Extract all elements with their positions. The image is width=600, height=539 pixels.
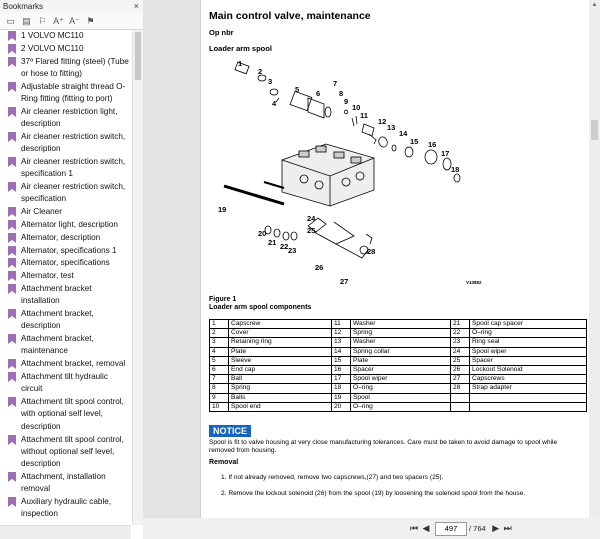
svg-text:20: 20: [258, 229, 267, 238]
bookmark-label: Attachment bracket installation: [21, 283, 92, 306]
table-cell: Spool: [351, 393, 451, 402]
table-row: [210, 329, 587, 338]
table-cell: Spool wiper: [470, 347, 587, 356]
collapse-icon[interactable]: ▭: [6, 15, 15, 26]
expand-icon[interactable]: ▤: [22, 15, 31, 26]
bookmark-label: Attachment tilt spool control, with optional self level, description: [21, 397, 124, 431]
bookmark-flag-icon: [8, 246, 16, 256]
svg-text:17: 17: [441, 149, 450, 158]
page-title: Main control valve, maintenance: [209, 10, 371, 22]
table-cell: Balls: [229, 393, 332, 402]
table-cell: 15: [332, 356, 351, 365]
table-cell: Spring collar: [351, 347, 451, 356]
bookmark-item[interactable]: [0, 219, 131, 231]
bookmark-label: 1 VOLVO MC110: [21, 31, 84, 40]
bookmark-label: Air Cleaner: [21, 207, 62, 217]
status-bar: [143, 518, 600, 539]
bookmark-flag-icon: [8, 182, 16, 192]
table-cell: 4: [210, 347, 229, 356]
table-cell: [470, 402, 587, 411]
table-cell: Washer: [351, 338, 451, 347]
svg-text:28: 28: [367, 247, 376, 256]
bookmark-flag-icon: [8, 207, 16, 217]
removal-step-2: 2. Remove the lockout solenoid (26) from the spool (19) by loosening the solenoid spool from the house.: [221, 490, 526, 497]
close-panel-icon[interactable]: ×: [133, 1, 139, 11]
bookmark-label: 2 VOLVO MC110: [21, 43, 84, 53]
table-cell: 16: [332, 365, 351, 374]
svg-text:1: 1: [238, 59, 243, 68]
table-cell: 18: [332, 384, 351, 393]
svg-text:14: 14: [399, 129, 408, 138]
svg-text:4: 4: [272, 99, 277, 108]
svg-text:26: 26: [315, 263, 324, 272]
bookmark-item[interactable]: [0, 232, 131, 244]
svg-text:21: 21: [268, 238, 277, 247]
svg-text:8: 8: [339, 89, 344, 98]
table-cell: Cover: [229, 329, 332, 338]
table-cell: Spool end: [229, 402, 332, 411]
svg-text:5: 5: [295, 85, 300, 94]
table-cell: 13: [332, 338, 351, 347]
page-scroll-thumb[interactable]: [591, 120, 598, 140]
scroll-up-icon[interactable]: ▲: [591, 2, 598, 8]
bookmark-label: Alternator, specifications 1: [21, 245, 117, 255]
table-cell: O–ring: [351, 402, 451, 411]
svg-text:6: 6: [316, 89, 321, 98]
bookmark-label: Attachment bracket, removal: [21, 359, 126, 369]
bookmark-label: Alternator light, description: [21, 219, 118, 229]
table-cell: Spring: [229, 384, 332, 393]
table-cell: O–ring: [470, 329, 587, 338]
bookmark-flag-icon: [8, 132, 16, 142]
page-total: / 764: [469, 524, 486, 533]
exploded-view-diagram: [204, 54, 490, 290]
bookmark-label: Attachment bracket, description: [21, 309, 94, 331]
table-cell: 21: [451, 320, 470, 329]
bookmark-label: Attachment, installation removal: [21, 471, 106, 494]
svg-text:2: 2: [258, 67, 263, 76]
bookmark-flag-icon: [8, 107, 16, 117]
table-row: [210, 384, 587, 393]
notice-text: Spool is fit to valve housing at very close manufacturing tolerances. Care must be taken to avoid damage to spool while removed from housing.: [209, 439, 558, 455]
section-heading: Loader arm spool: [209, 44, 272, 53]
svg-text:18: 18: [451, 165, 460, 174]
last-page-icon[interactable]: ⏭: [503, 523, 512, 533]
table-cell: 11: [332, 320, 351, 329]
svg-text:25: 25: [307, 226, 316, 235]
table-cell: [451, 402, 470, 411]
bookmark-flag-icon: [8, 497, 16, 507]
bookmark-label: Adjustable straight thread O-Ring fitting (fitting to port): [21, 81, 126, 103]
notice-badge: NOTICE: [209, 425, 251, 437]
table-cell: 2: [210, 329, 229, 338]
figure-caption: [209, 296, 311, 312]
bookmark-item[interactable]: [0, 81, 131, 106]
table-row: [210, 375, 587, 384]
table-row: [210, 356, 587, 365]
table-cell: 27: [451, 375, 470, 384]
bookmark-item[interactable]: [0, 106, 131, 131]
table-row: [210, 347, 587, 356]
parts-table: [209, 319, 587, 412]
bookmark-flag-icon: [8, 157, 16, 167]
bookmark-item[interactable]: [0, 396, 131, 433]
removal-step-1: 1. If not already removed, remove two capscrews,(27) and two spacers (25).: [221, 474, 444, 481]
table-cell: 7: [210, 375, 229, 384]
table-cell: Strap adapter: [470, 384, 587, 393]
bookmark-add-icon[interactable]: ⚑: [86, 15, 95, 26]
svg-text:24: 24: [307, 214, 316, 223]
document-page: [200, 0, 590, 518]
svg-text:15: 15: [410, 137, 419, 146]
bookmark-label: Air cleaner restriction switch, specification: [21, 182, 126, 204]
svg-text:12: 12: [378, 117, 387, 126]
bookmark-item[interactable]: [0, 206, 131, 218]
svg-text:10: 10: [352, 103, 361, 112]
bookmark-flag-icon: [8, 397, 16, 407]
bookmark-label: Air cleaner restriction switch, description: [21, 131, 126, 154]
bookmark-flag-icon: [8, 258, 16, 268]
table-cell: O–ring: [351, 384, 451, 393]
table-cell: 24: [451, 347, 470, 356]
svg-text:9: 9: [344, 97, 349, 106]
svg-text:7: 7: [333, 79, 338, 88]
bookmarks-toolbar: [0, 13, 143, 30]
bookmark-flag-icon: [8, 44, 16, 54]
bookmark-label: Air cleaner restriction switch, specification 1: [21, 156, 126, 179]
table-cell: 3: [210, 338, 229, 347]
bookmark-scrollbar[interactable]: [132, 30, 143, 525]
table-cell: Ball: [229, 375, 332, 384]
bookmark-label: Attachment bracket, maintenance: [21, 334, 94, 356]
table-cell: Spool wiper: [351, 375, 451, 384]
page-number-input[interactable]: 497: [435, 522, 467, 536]
bookmark-flag-icon: [8, 372, 16, 382]
bookmark-label: Alternator, test: [21, 271, 74, 281]
table-cell: Sleeve: [229, 356, 332, 365]
table-cell: Spool cap spacer: [470, 320, 587, 329]
table-cell: 17: [332, 375, 351, 384]
figure-number: Figure 1: [209, 296, 237, 303]
table-cell: 9: [210, 393, 229, 402]
bookmark-item[interactable]: [0, 43, 131, 55]
svg-text:27: 27: [340, 277, 349, 286]
table-cell: 10: [210, 402, 229, 411]
next-page-icon[interactable]: ▶: [492, 523, 500, 533]
table-cell: Plate: [351, 356, 451, 365]
bookmark-flag-icon: [8, 271, 16, 281]
bookmark-flag-icon: [8, 359, 16, 369]
svg-text:11: 11: [360, 111, 368, 120]
bookmark-flag-icon: [8, 57, 16, 67]
bookmark-scroll-thumb[interactable]: [135, 32, 141, 80]
bookmark-options-icon[interactable]: ⚐: [38, 15, 47, 26]
table-cell: 5: [210, 356, 229, 365]
bookmark-item[interactable]: [0, 434, 131, 471]
bookmark-item[interactable]: [0, 56, 131, 81]
bookmark-hscrollbar[interactable]: [0, 525, 131, 539]
table-cell: 6: [210, 365, 229, 374]
table-cell: 25: [451, 356, 470, 365]
bookmark-label: Alternator, description: [21, 232, 101, 242]
bookmark-flag-icon: [8, 334, 16, 344]
first-page-icon[interactable]: ⏮: [409, 523, 419, 533]
figure-title: Loader arm spool components: [209, 304, 312, 311]
table-row: [210, 365, 587, 374]
table-cell: Retaining ring: [229, 338, 332, 347]
bookmark-flag-icon: [8, 472, 16, 482]
table-row: [210, 320, 587, 329]
bookmark-item[interactable]: [0, 270, 131, 282]
prev-page-icon[interactable]: ◀: [422, 523, 430, 533]
svg-text:22: 22: [280, 242, 289, 251]
table-cell: 8: [210, 384, 229, 393]
table-cell: 23: [451, 338, 470, 347]
bookmarks-title: Bookmarks: [0, 0, 143, 13]
table-cell: Plate: [229, 347, 332, 356]
table-cell: [470, 393, 587, 402]
table-cell: End cap: [229, 365, 332, 374]
bookmark-flag-icon: [8, 233, 16, 243]
table-cell: [451, 393, 470, 402]
table-row: [210, 338, 587, 347]
bookmark-item[interactable]: [0, 181, 131, 206]
bookmark-label: 37º Flared fitting (steel) (Tube or hose to fitting): [21, 56, 129, 78]
bookmark-item[interactable]: [0, 471, 131, 496]
bookmark-item[interactable]: [0, 30, 131, 42]
bookmark-item[interactable]: [0, 131, 131, 156]
svg-text:19: 19: [218, 205, 227, 214]
removal-heading: Removal: [209, 459, 239, 466]
bookmark-flag-icon: [8, 284, 16, 294]
bookmark-item[interactable]: [0, 245, 131, 257]
svg-text:23: 23: [288, 246, 297, 255]
table-cell: Washer: [351, 320, 451, 329]
table-cell: Spacer: [351, 365, 451, 374]
svg-text:3: 3: [268, 77, 273, 86]
table-cell: Capscrew: [229, 320, 332, 329]
table-cell: Lockout Solenoid: [470, 365, 587, 374]
bookmark-item[interactable]: [0, 283, 131, 308]
table-row: [210, 393, 587, 402]
font-decrease-icon[interactable]: A⁻: [69, 15, 80, 26]
bookmark-list: [0, 30, 131, 525]
table-cell: 1: [210, 320, 229, 329]
bookmark-flag-icon: [8, 435, 16, 445]
document-gutter: [143, 0, 200, 539]
bookmark-item[interactable]: [0, 358, 131, 370]
bookmark-label: Auxiliary hydraulic cable, inspection: [21, 496, 112, 519]
page-scrollbar[interactable]: [589, 0, 600, 518]
table-cell: 26: [451, 365, 470, 374]
table-cell: Ring seal: [470, 338, 587, 347]
bookmarks-panel: [0, 0, 144, 539]
bookmark-label: Attachment tilt hydraulic circuit: [21, 372, 108, 394]
bookmark-flag-icon: [8, 31, 16, 41]
table-cell: 12: [332, 329, 351, 338]
table-row: [210, 402, 587, 411]
table-cell: Spring: [351, 329, 451, 338]
font-increase-icon[interactable]: A⁺: [53, 15, 64, 26]
bookmark-item[interactable]: [0, 333, 131, 358]
bookmark-label: Alternator, specifications: [21, 258, 110, 268]
bookmark-flag-icon: [8, 309, 16, 319]
bookmark-label: Attachment tilt spool control, without optional self level, description: [21, 434, 124, 469]
bookmark-item[interactable]: [0, 308, 131, 333]
bookmark-flag-icon: [8, 220, 16, 230]
table-cell: 14: [332, 347, 351, 356]
bookmark-flag-icon: [8, 82, 16, 92]
svg-text:V10882: V10882: [466, 280, 482, 285]
bookmark-item[interactable]: [0, 156, 131, 181]
op-nbr-label: Op nbr: [209, 28, 234, 37]
table-cell: 28: [451, 384, 470, 393]
bookmark-item[interactable]: [0, 257, 131, 269]
table-cell: Spacer: [470, 356, 587, 365]
svg-text:16: 16: [428, 140, 437, 149]
bookmark-label: Air cleaner restriction light, description: [21, 106, 118, 129]
table-cell: 19: [332, 393, 351, 402]
bookmark-item[interactable]: [0, 371, 131, 396]
table-cell: 20: [332, 402, 351, 411]
table-cell: Capscrews: [470, 375, 587, 384]
table-cell: 22: [451, 329, 470, 338]
bookmark-item[interactable]: [0, 496, 131, 521]
svg-text:13: 13: [387, 123, 396, 132]
